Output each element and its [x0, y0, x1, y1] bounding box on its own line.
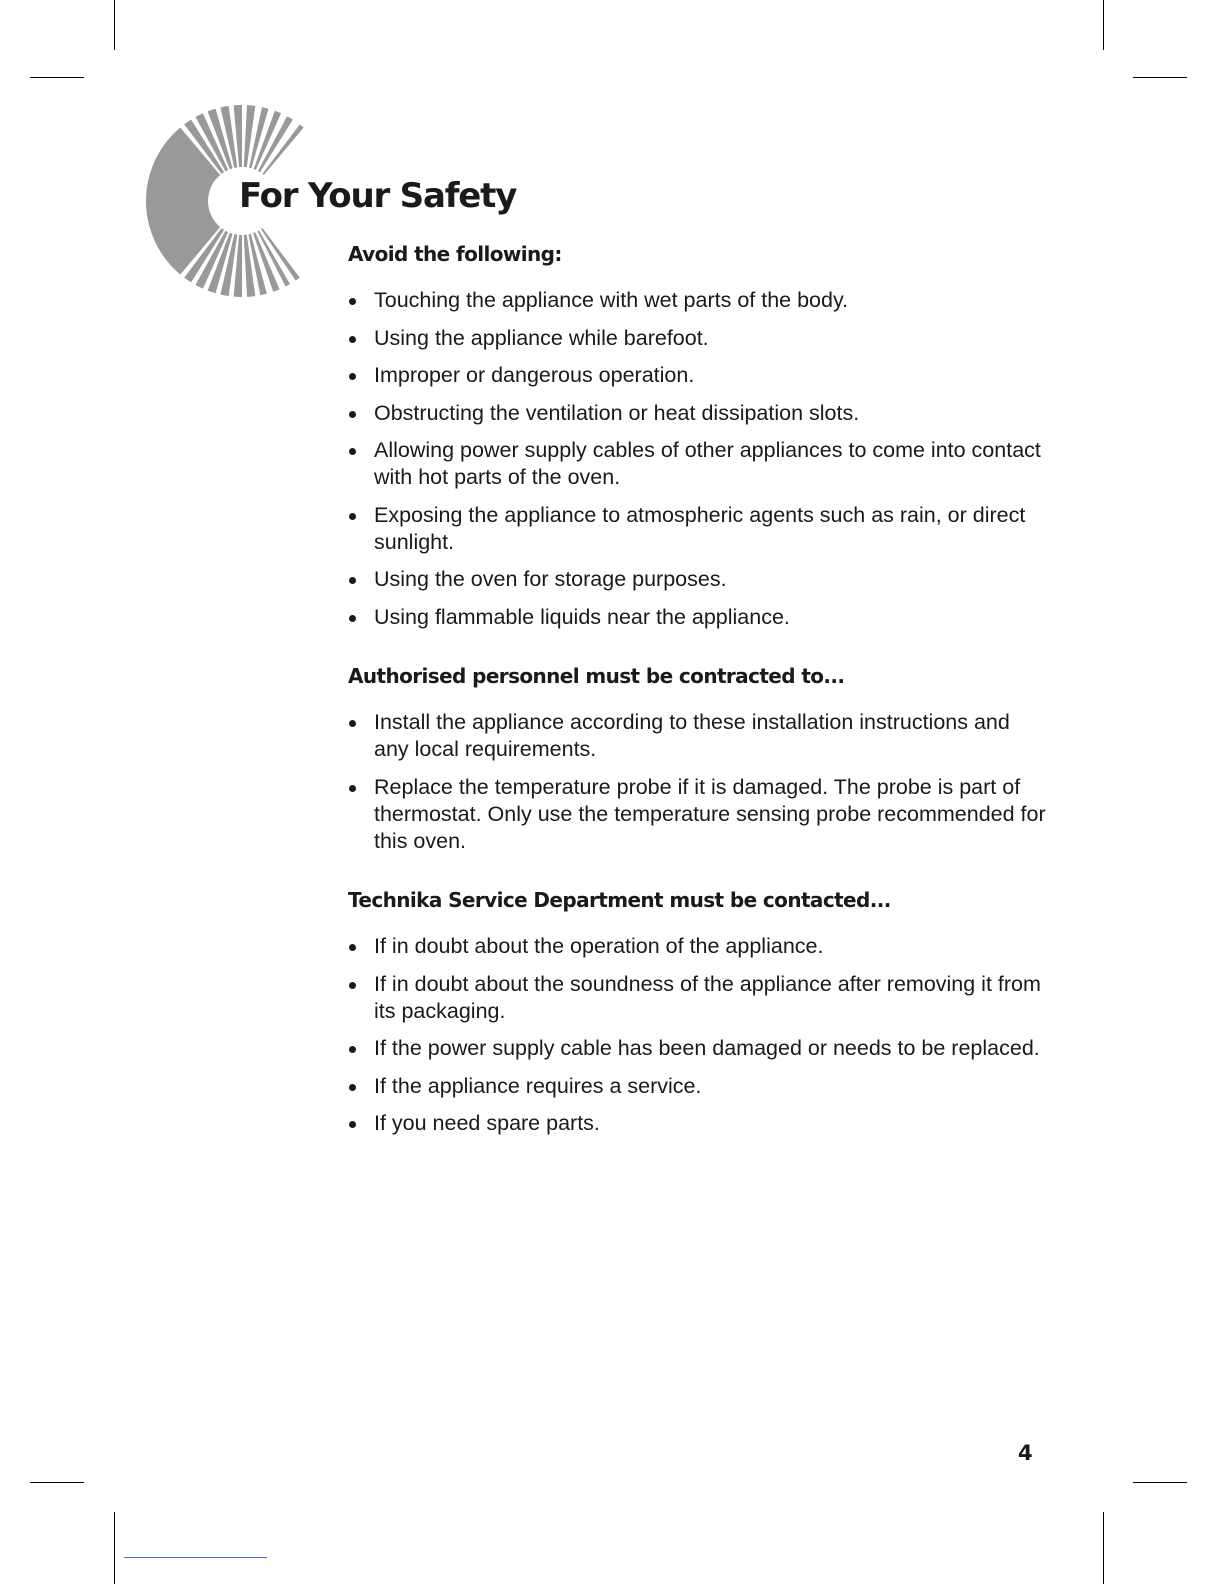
safety-content [348, 241, 1048, 1148]
list-item: Using flammable liquids near the appliance. [348, 604, 1048, 631]
crop-mark-right-top [1133, 77, 1187, 78]
list-item: If in doubt about the operation of the appliance. [348, 933, 1048, 960]
section-heading: Avoid the following: [348, 242, 562, 266]
link-underline [124, 1557, 267, 1558]
list-item: If the appliance requires a service. [348, 1073, 1048, 1100]
section-heading: Authorised personnel must be contracted to... [348, 664, 845, 688]
list-item: Allowing power supply cables of other appliances to come into contact with hot parts of the oven. [348, 437, 1048, 491]
bullet-icon [349, 448, 356, 455]
list-item: Replace the temperature probe if it is damaged. The probe is part of thermostat. Only use the temperature sensing probe recommended for this oven. [348, 774, 1048, 855]
crop-mark-left-bottom [30, 1482, 84, 1483]
list-item: Using the appliance while barefoot. [348, 325, 1048, 352]
bullet-icon [349, 373, 356, 380]
section-heading: Technika Service Department must be contacted... [348, 888, 891, 912]
crop-mark-left-top [30, 77, 84, 78]
crop-mark-right-bottom [1133, 1482, 1187, 1483]
section-authorised-personnel [348, 663, 1048, 855]
list-item: If you need spare parts. [348, 1110, 1048, 1137]
bullet-icon [349, 944, 356, 951]
page-title: For Your Safety [239, 176, 517, 216]
bullet-icon [349, 785, 356, 792]
bullet-icon [349, 577, 356, 584]
bullet-icon [349, 1046, 356, 1053]
bullet-icon [349, 411, 356, 418]
bullet-icon [349, 513, 356, 520]
page-number: 4 [1018, 1441, 1033, 1465]
bullet-list [348, 287, 1048, 631]
crop-mark-top-left [114, 0, 115, 50]
bullet-icon [349, 720, 356, 727]
bullet-list [348, 933, 1048, 1137]
bullet-icon [349, 1121, 356, 1128]
bullet-icon [349, 982, 356, 989]
bullet-icon [349, 1084, 356, 1091]
list-item: Install the appliance according to these installation instructions and any local requirements. [348, 709, 1048, 763]
list-item: Using the oven for storage purposes. [348, 566, 1048, 593]
list-item: If in doubt about the soundness of the appliance after removing it from its packaging. [348, 971, 1048, 1025]
crop-mark-top-right [1103, 0, 1104, 50]
list-item: Touching the appliance with wet parts of the body. [348, 287, 1048, 314]
logo-ray [244, 235, 256, 297]
section-avoid [348, 241, 1048, 631]
list-item: Improper or dangerous operation. [348, 362, 1048, 389]
bullet-icon [349, 298, 356, 305]
bullet-icon [349, 336, 356, 343]
list-item: Obstructing the ventilation or heat dissipation slots. [348, 400, 1048, 427]
bullet-icon [349, 615, 356, 622]
section-service-department [348, 887, 1048, 1137]
crop-mark-bottom-right [1103, 1512, 1104, 1584]
list-item: If the power supply cable has been damaged or needs to be replaced. [348, 1035, 1048, 1062]
crop-mark-bottom-left [114, 1512, 115, 1584]
list-item: Exposing the appliance to atmospheric agents such as rain, or direct sunlight. [348, 502, 1048, 556]
bullet-list [348, 709, 1048, 855]
